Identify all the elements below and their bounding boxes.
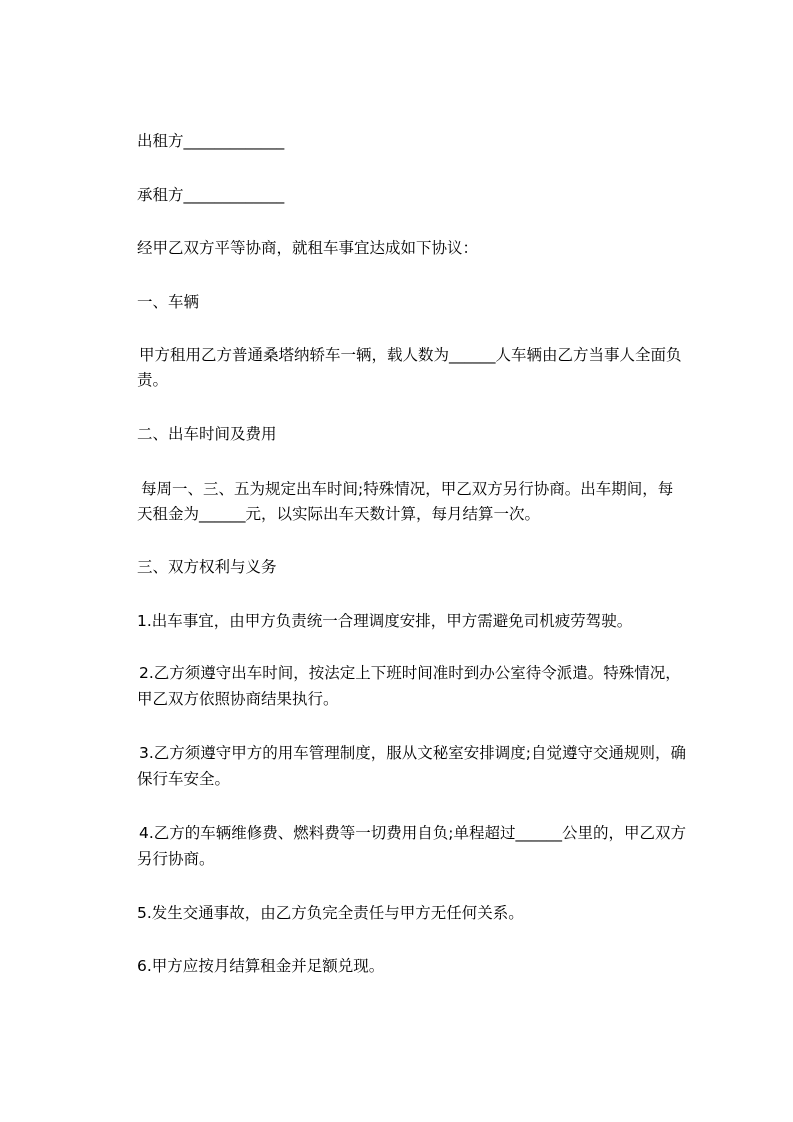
clause-2-line1: 2.乙方须遵守出车时间，按法定上下班时间准时到办公室待令派遣。特殊情况， — [139, 664, 681, 682]
clause-3-line1: 3.乙方须遵守甲方的用车管理制度，服从文秘室安排调度;自觉遵守交通规则，确 — [139, 744, 687, 762]
section-one-heading: 一、车辆 — [137, 293, 200, 311]
lessee-line: 承租方_____________ — [137, 186, 285, 204]
clause-3-line2: 保行车安全。 — [137, 770, 231, 788]
section-two-paragraph-line2: 天租金为______元，以实际出车天数计算，每月结算一次。 — [137, 505, 541, 523]
clause-6: 6.甲方应按月结算租金并足额兑现。 — [137, 957, 385, 975]
clause-4-line2: 另行协商。 — [137, 850, 215, 868]
section-one-paragraph-line1: 甲方租用乙方普通桑塔纳轿车一辆，载人数为______人车辆由乙方当事人全面负 — [139, 346, 682, 364]
section-one-paragraph-line2: 责。 — [137, 371, 169, 389]
section-three-heading: 三、双方权利与义务 — [137, 558, 277, 576]
intro-paragraph: 经甲乙双方平等协商，就租车事宜达成如下协议： — [137, 239, 479, 257]
clause-1: 1.出车事宜，由甲方负责统一合理调度安排，甲方需避免司机疲劳驾驶。 — [137, 612, 633, 630]
clause-5: 5.发生交通事故，由乙方负完全责任与甲方无任何关系。 — [137, 904, 524, 922]
clause-2-line2: 甲乙双方依照协商结果执行。 — [137, 690, 339, 708]
section-two-paragraph-line1: 每周一、三、五为规定出车时间;特殊情况，甲乙双方另行协商。出车期间，每 — [141, 480, 674, 498]
lessor-line: 出租方_____________ — [137, 132, 285, 150]
clause-4-line1: 4.乙方的车辆维修费、燃料费等一切费用自负;单程超过______公里的，甲乙双方 — [139, 824, 687, 842]
section-two-heading: 二、出车时间及费用 — [137, 425, 277, 443]
